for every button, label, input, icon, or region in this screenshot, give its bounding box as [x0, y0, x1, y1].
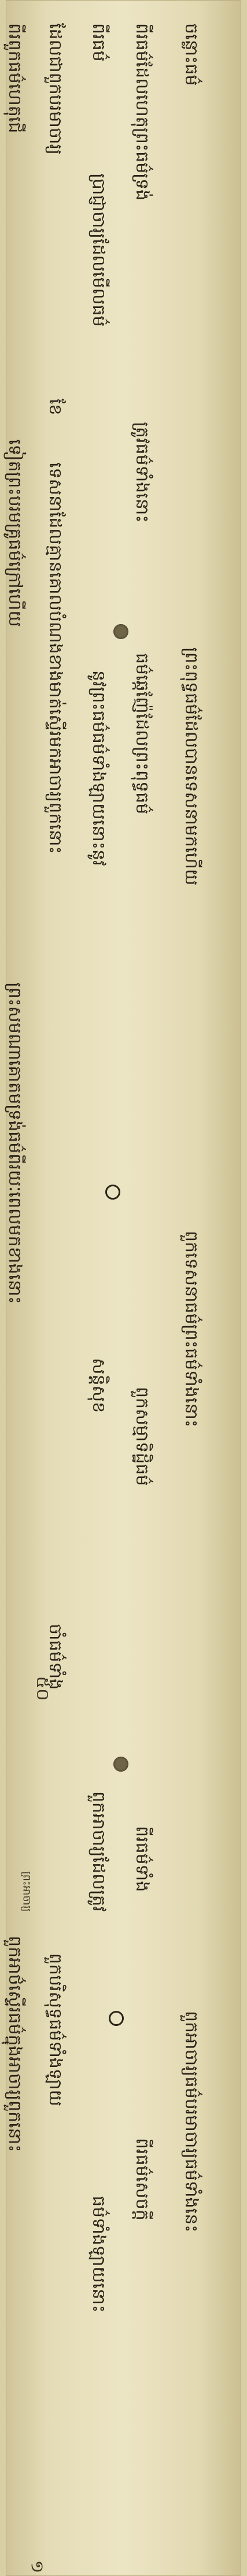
marginal-note: ព្រះអាចារ្យ — [20, 1871, 33, 1912]
text-run: ពួកសម្មាទិដ្ឋិធម៌ — [132, 1387, 152, 1486]
page-number-mark: ៥០ — [32, 1676, 53, 1701]
text-run: ពួកអាថ៌ស្ទើរធម៌ក្នុងអាចារ្យពួកនោះ — [5, 1936, 25, 2152]
manuscript-line-4 — [132, 0, 171, 2576]
manuscript-line-5 — [181, 0, 220, 2576]
text-run: ពីរធម៌សេចក្តី — [132, 2138, 152, 2221]
manuscript-line-3 — [89, 0, 127, 2576]
text-run: ពីរពួកធម៌ហេតុជើ — [5, 23, 25, 133]
text-run: ធម៌ទាំងឡាយនោះ — [89, 2196, 109, 2313]
text-run: ធម៌ឆ្កេញ៉ែដែលព្រះពុទ្ធធម៌ — [132, 653, 152, 815]
text-run: ពីរធម៌ទាំង — [132, 1826, 152, 1892]
text-run: ចាំធម៌ទាំង — [45, 1624, 65, 1690]
leaf-number-mark: ១ — [27, 2560, 47, 2574]
text-run: ទៀតព្រះបរមគ្រូធម៌ក្រៅហើយ — [5, 439, 25, 628]
text-run: ពួកអាចារ្យដែលត្រូវ — [89, 1791, 109, 1912]
text-run: ទេសនាដែលគ្មានគោលបំណងខាងមាត់ស្ទើរមកអាចារ្យពួកនោះ — [45, 462, 65, 854]
text-run: សន្តិសុខ — [89, 1358, 109, 1413]
text-run: ដែលជាពួកបរមាចារ្យ — [45, 23, 65, 155]
palm-leaf-manuscript — [6, 0, 241, 2576]
text-run: នូវព្រះធម៌ធម៌ទាំងឡាយនោះនូវ — [89, 670, 109, 866]
text-run: ព្រះសមណាគោតមទ្រង់ធម៌ពីរយៈពេលមកខាងនោះ — [5, 982, 25, 1304]
circle-mark — [109, 2011, 124, 2026]
text-run: ត្រូវធម៌ទាំងនោះ — [132, 422, 152, 523]
text-run: ខែ — [45, 399, 65, 415]
text-run: ពួកបរិសុទ្ធធម៌ទាំងឡាយ — [45, 1953, 65, 2107]
text-run: ព្រះពុទ្ធធម៌ដែលបានទេសនាមកហើយ — [181, 647, 201, 886]
manuscript-line-1 — [5, 0, 43, 2576]
text-run: ចន្លោះធម៌ — [181, 23, 201, 86]
text-run: ពីរធម៌ — [89, 23, 109, 62]
manuscript-line-2 — [45, 0, 84, 2576]
text-run: ពួកអាចារ្យធម៌បរមាចារ្យធម៌ទាំងនេះ — [181, 2011, 201, 2233]
text-run: ពួកទេសនាធម៌ព្រះធម៌ទាំងនោះ — [181, 1231, 201, 1427]
text-run: ប្រាជ្ញាចារ្យដែលមើលធម៌ — [89, 173, 109, 327]
text-run: ពីរធម៌ដែលហេតុព្រះធម៌ទ្រង់ — [132, 23, 152, 201]
circle-mark — [105, 1185, 120, 1200]
